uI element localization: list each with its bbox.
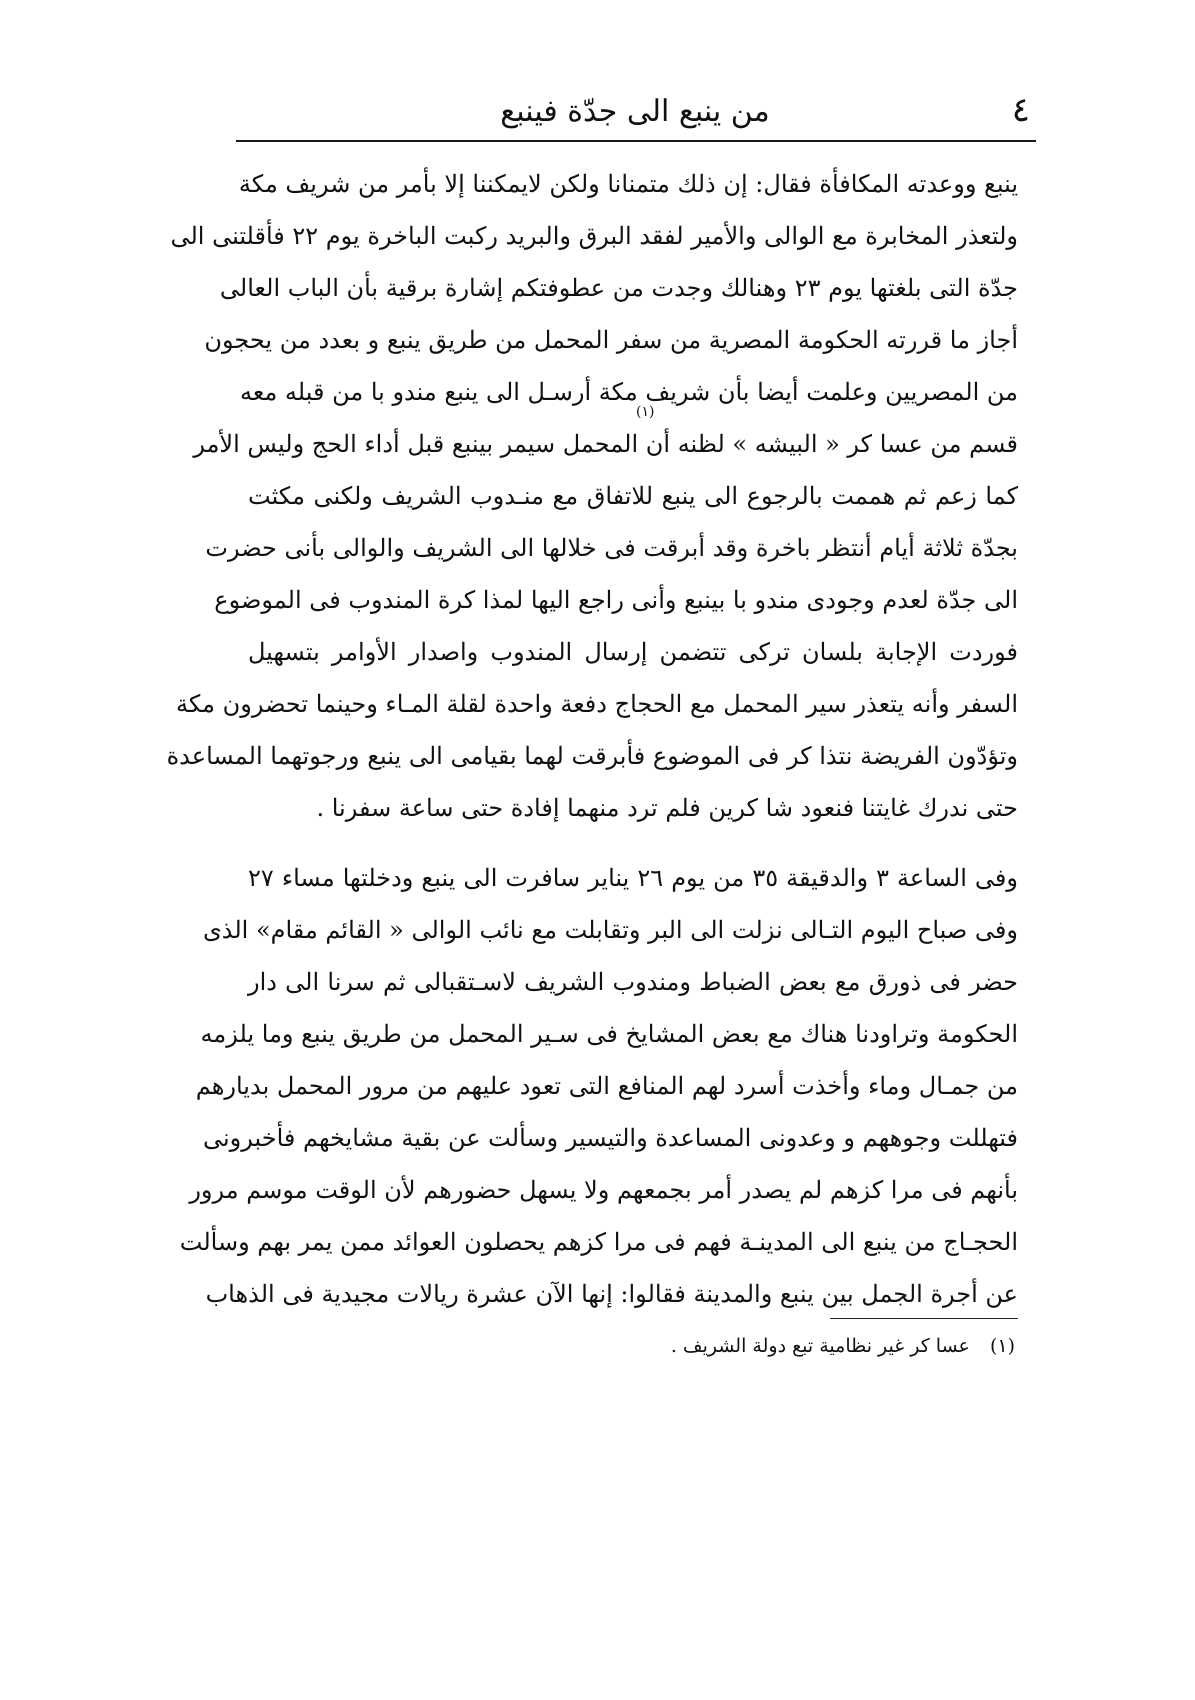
- header-rule: [236, 140, 1036, 142]
- text-line: بجدّة ثلاثة أيام أنتظر باخرة وقد أبرقت فى خلالها الى الشريف والوالى بأنى حضرت: [205, 534, 1018, 562]
- page-number: ٤: [1011, 90, 1030, 130]
- text-line: حتى ندرك غايتنا فنعود شا كرين فلم ترد منهما إفادة حتى ساعة سفرنا .: [316, 794, 1018, 822]
- text-line: قسم من عسا كر « البيشه » لظنه أن المحمل سيمر بينبع قبل أداء الحج وليس الأمر: [193, 430, 1018, 458]
- text-line: ينبع ووعدته المكافأة فقال: إن ذلك متمنانا ولكن لايمكننا إلا بأمر من شريف مكة: [238, 170, 1018, 198]
- footnote-text: عسا كر غير نظامية تبع دولة الشريف .: [670, 1335, 970, 1357]
- text-line: كما زعم ثم هممت بالرجوع الى ينبع للاتفاق مع منـدوب الشريف ولكنى مكثت: [248, 482, 1018, 510]
- text-line: عن أجرة الجمل بين ينبع والمدينة فقالوا: إنها الآن عشرة ريالات مجيدية فى الذهاب: [205, 1280, 1018, 1308]
- footnote-marker: (١): [989, 1335, 1015, 1357]
- text-line: حضر فى ذورق مع بعض الضباط ومندوب الشريف لاسـتقبالى ثم سرنا الى دار: [248, 968, 1018, 996]
- footnote-rule: [830, 1318, 1018, 1319]
- footnote-reference-marker: (١): [636, 404, 655, 420]
- running-title: من ينبع الى جدّة فينبع: [500, 94, 770, 129]
- text-line: وتؤدّون الفريضة نتذا كر فى الموضوع فأبرقت لهما بقيامى الى ينبع ورجوتهما المساعدة: [166, 742, 1018, 770]
- text-line: السفر وأنه يتعذر سير المحمل مع الحجاج دفعة واحدة لقلة المـاء وحينما تحضرون مكة: [176, 690, 1018, 718]
- text-line: أجاز ما قررته الحكومة المصرية من سفر المحمل من طريق ينبع و بعدد من يحجون: [204, 326, 1018, 354]
- text-line: الحكومة وتراودنا هناك مع بعض المشايخ فى سـير المحمل من طريق ينبع وما يلزمه: [200, 1020, 1018, 1048]
- paragraph-gap: [248, 834, 1018, 852]
- paragraph-1: [166, 158, 1018, 834]
- paragraph-2: [179, 852, 1018, 1320]
- text-line: وفى الساعة ٣ والدقيقة ٣٥ من يوم ٢٦ يناير سافرت الى ينبع ودخلتها مساء ٢٧: [248, 864, 1018, 892]
- text-line: من المصريين وعلمت أيضا بأن شريف مكة أرسـل الى ينبع مندو با من قبله معه: [240, 378, 1018, 406]
- text-line: جدّة التى بلغتها يوم ٢٣ وهنالك وجدت من عطوفتكم إشارة برقية بأن الباب العالى: [219, 274, 1018, 302]
- footnote: [671, 1330, 1015, 1362]
- text-line: الى جدّة لعدم وجودى مندو با بينبع وأنى راجع اليها لمذا كرة المندوب فى الموضوع: [214, 586, 1018, 614]
- text-line: بأنهم فى مرا كزهم لم يصدر أمر بجمعهم ولا يسهل حضورهم لأن الوقت موسم مرور: [189, 1176, 1018, 1204]
- page-header: [240, 84, 1030, 134]
- body-text: [166, 158, 1018, 1320]
- text-line: فتهللت وجوههم و وعدونى المساعدة والتيسير وسألت عن بقية مشايخهم فأخبرونى: [202, 1124, 1018, 1152]
- text-line: فوردت الإجابة بلسان تركى تتضمن إرسال المندوب واصدار الأوامر بتسهيل: [248, 638, 1018, 666]
- text-line: وفى صباح اليوم التـالى نزلت الى البر وتقابلت مع نائب الوالى « القائم مقام» الذى: [202, 916, 1018, 944]
- text-line: من جمـال وماء وأخذت أسرد لهم المنافع التى تعود عليهم من مرور المحمل بديارهم: [195, 1072, 1018, 1100]
- text-line: ولتعذر المخابرة مع الوالى والأمير لفقد البرق والبريد ركبت الباخرة يوم ٢٢ فأقلتنى الى: [170, 222, 1018, 250]
- text-line: الحجـاج من ينبع الى المدينـة فهم فى مرا كزهم يحصلون العوائد ممن يمر بهم وسألت: [179, 1228, 1018, 1256]
